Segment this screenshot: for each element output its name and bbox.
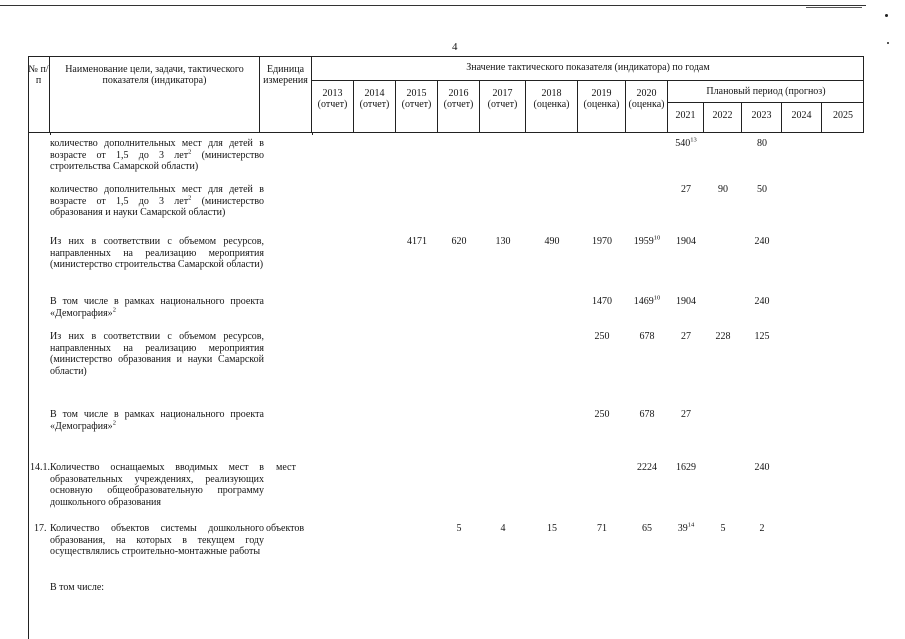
header-year-2018 (526, 81, 578, 133)
header-year-2019 (578, 81, 626, 133)
row-value-2022: 90 (718, 184, 728, 195)
header-year-label: 2016 (448, 88, 469, 99)
page-number: 4 (452, 41, 458, 53)
row-value-2023: 50 (757, 184, 767, 195)
row-value-2020: 1959$^{10}$ (633, 234, 661, 247)
row-description: В том числе в рамках национального проекта «Демография»$^2$ (50, 296, 264, 319)
col-divider (28, 133, 29, 639)
row-value-2021: 27 (681, 184, 691, 195)
top-rule-short (806, 7, 862, 8)
row-value-2019: 1470 (592, 296, 612, 307)
header-name: Наименование цели, задачи, тактического показателя (индикатора) (50, 56, 260, 133)
row-number: 14.1. (30, 462, 50, 473)
header-year-note: (отчет) (443, 99, 474, 110)
row-value-2021: 1904 (676, 296, 696, 307)
row-value-2023: 80 (757, 138, 767, 149)
row-unit: объектов (266, 523, 305, 534)
row-value-2023: 240 (754, 462, 770, 473)
header-plan-period: Плановый период (прогноз) (668, 81, 864, 103)
row-description: Из них в соответствии с объемом ресурсов, направленных на реализацию мероприятия (министерство строительства Самарской области) (50, 236, 264, 270)
header-year-label: 2019 (591, 88, 612, 99)
row-value-2018: 490 (544, 236, 560, 247)
row-value-2023: 2 (759, 523, 765, 534)
header-plan-year-2022: 2022 (704, 103, 742, 133)
header-year-note: (отчет) (359, 99, 390, 110)
row-unit: мест (276, 462, 296, 473)
row-description: В том числе: (50, 582, 105, 593)
row-value-2020: 65 (642, 523, 652, 534)
row-description: Из них в соответствии с объемом ресурсов, направленных на реализацию мероприятия (министерство образования и науки Самарской области) (50, 331, 264, 377)
header-plan-year-2025: 2025 (833, 110, 853, 121)
row-value-2017: 130 (495, 236, 511, 247)
row-value-2018: 15 (547, 523, 557, 534)
row-value-2021: 1629 (676, 462, 696, 473)
header-year-note: (оценка) (628, 99, 665, 110)
row-value-2022: 228 (715, 331, 731, 342)
row-value-2020: 1469$^{10}$ (633, 294, 661, 307)
header-plan-year-2024: 2024 (782, 103, 822, 133)
row-value-2016: 620 (451, 236, 467, 247)
top-rule (0, 5, 866, 6)
row-value-2020: 678 (639, 331, 655, 342)
header-values: Значение тактического показателя (индикатора) по годам (312, 56, 864, 81)
row-description: В том числе в рамках национального проекта «Демография»$^2$ (50, 409, 264, 432)
header-year-note: (оценка) (533, 99, 570, 110)
row-value-2019: 250 (594, 409, 610, 420)
row-value-2015: 4171 (407, 236, 427, 247)
row-value-2021: $540^{13}$ (675, 136, 697, 149)
header-unit: Единица измерения (260, 56, 312, 133)
row-value-2022: 5 (720, 523, 726, 534)
row-value-2023: 240 (754, 296, 770, 307)
scan-dot (885, 14, 888, 17)
header-year-2020 (626, 81, 668, 133)
header-year-label: 2014 (364, 88, 385, 99)
row-value-2023: 125 (754, 331, 770, 342)
header-plan-year-2021: 2021 (668, 103, 704, 133)
row-value-2021: 27 (681, 409, 691, 420)
header-year-label: 2017 (492, 88, 513, 99)
row-value-2017: 4 (500, 523, 506, 534)
row-value-2020: 2224 (637, 462, 657, 473)
row-number: 17. (34, 523, 47, 534)
row-value-2019: 71 (597, 523, 607, 534)
row-value-2019: 250 (594, 331, 610, 342)
header-year-2013 (312, 81, 354, 133)
row-value-2021: 1904 (676, 236, 696, 247)
row-value-2023: 240 (754, 236, 770, 247)
header-year-note: (отчет) (401, 99, 432, 110)
col-divider (312, 133, 313, 135)
row-description: количество дополнительных мест для детей в возрасте от 1,5 до 3 лет$^2$ (министерство образования и науки Самарской области) (50, 184, 264, 218)
row-value-2020: 678 (639, 409, 655, 420)
row-description: количество дополнительных мест для детей в возрасте от 1,5 до 3 лет$^2$ (министерство строительства Самарской области) (50, 138, 264, 172)
header-year-2015 (396, 81, 438, 133)
row-value-2021: $39^{14}$ (677, 521, 695, 534)
scan-dot (887, 42, 889, 44)
header-year-label: 2015 (406, 88, 427, 99)
header-year-label: 2013 (322, 88, 343, 99)
row-description: Количество оснащаемых вводимых мест в образовательных учреждениях, реализующих основную общеобразовательную программу дошкольного образования (50, 462, 264, 508)
header-year-label: 2020 (636, 88, 657, 99)
row-description: Количество объектов системы дошкольного образования, на которых в текущем году осуществлялись строительно-монтажные работы (50, 523, 264, 557)
header-year-note: (оценка) (583, 99, 620, 110)
header-plan-year-2023: 2023 (742, 103, 782, 133)
row-value-2021: 27 (681, 331, 691, 342)
header-year-note: (отчет) (487, 99, 518, 110)
header-year-2017 (480, 81, 526, 133)
header-year-2016 (438, 81, 480, 133)
row-value-2019: 1970 (592, 236, 612, 247)
col-divider (50, 133, 51, 135)
header-year-2014 (354, 81, 396, 133)
header-num: № п/п (28, 56, 50, 133)
header-year-note: (отчет) (317, 99, 348, 110)
row-value-2016: 5 (456, 523, 462, 534)
header-year-label: 2018 (541, 88, 562, 99)
